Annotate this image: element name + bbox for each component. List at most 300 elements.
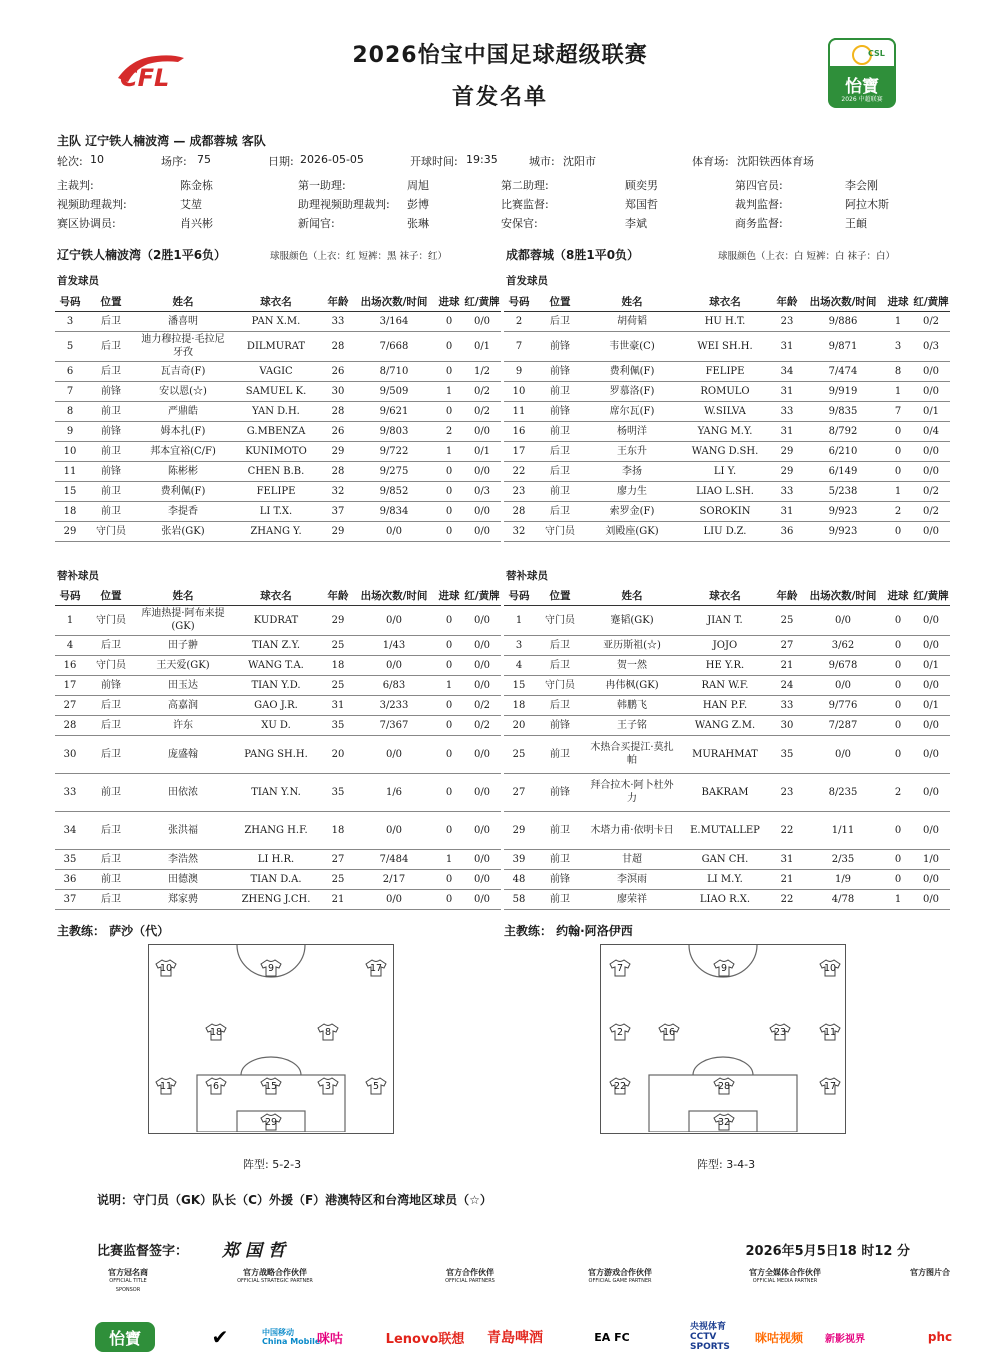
official-name: 周旭 [407, 179, 429, 192]
table-cell: 18 [504, 695, 534, 715]
table-cell: 0/0 [912, 635, 950, 655]
table-cell: 廖力生 [586, 481, 678, 501]
table-cell: 25 [323, 675, 353, 695]
table-cell: 0 [884, 735, 912, 773]
table-cell: 0 [435, 461, 463, 481]
table-cell: 8/235 [802, 773, 884, 811]
column-header: 位置 [85, 293, 137, 311]
table-cell: 9 [504, 361, 534, 381]
table-cell: 0 [435, 869, 463, 889]
player-shirt: 2 [609, 1023, 631, 1041]
table-cell: 前卫 [85, 501, 137, 521]
table-cell: 30 [55, 735, 85, 773]
table-row [55, 675, 501, 695]
column-header: 号码 [55, 587, 85, 605]
table-cell: 后卫 [85, 849, 137, 869]
away-starters-table [504, 293, 950, 542]
player-shirt: 3 [317, 1077, 339, 1095]
table-cell: 许东 [137, 715, 229, 735]
table-cell: 后卫 [85, 889, 137, 909]
table-cell: 9/275 [353, 461, 435, 481]
table-cell: 16 [55, 655, 85, 675]
table-cell: 王天爱(GK) [137, 655, 229, 675]
table-cell: 0/0 [463, 311, 501, 331]
table-cell: 3 [504, 635, 534, 655]
table-cell: 5 [55, 331, 85, 361]
player-shirt: 28 [713, 1077, 735, 1095]
table-cell: 郑家骋 [137, 889, 229, 909]
table-cell: 韩鹏飞 [586, 695, 678, 715]
table-cell: 前锋 [85, 675, 137, 695]
table-row [55, 773, 501, 811]
table-cell: 前锋 [85, 421, 137, 441]
column-header: 位置 [534, 587, 586, 605]
table-cell: LI Y. [678, 461, 772, 481]
table-cell: 前卫 [85, 773, 137, 811]
table-cell: 后卫 [534, 311, 586, 331]
table-cell: 后卫 [534, 441, 586, 461]
table-cell: 前卫 [534, 381, 586, 401]
sponsor-category: 官方图片合 [910, 1268, 950, 1277]
player-shirt: 11 [155, 1077, 177, 1095]
table-cell: 守门员 [534, 605, 586, 635]
table-cell: 15 [504, 675, 534, 695]
table-cell: 0/1 [912, 695, 950, 715]
table-cell: 李提香 [137, 501, 229, 521]
table-cell: 3/164 [353, 311, 435, 331]
table-cell: 前卫 [534, 421, 586, 441]
table-cell: 索罗金(F) [586, 501, 678, 521]
table-cell: 0/0 [802, 675, 884, 695]
table-cell: 0 [884, 605, 912, 635]
table-cell: 17 [504, 441, 534, 461]
table-cell: TIAN D.A. [229, 869, 323, 889]
table-cell: 0/0 [912, 461, 950, 481]
table-cell: 1 [884, 381, 912, 401]
table-cell: TIAN Z.Y. [229, 635, 323, 655]
table-cell: LIU D.Z. [678, 521, 772, 541]
table-row [504, 675, 950, 695]
column-header: 球衣名 [229, 293, 323, 311]
table-cell: ROMULO [678, 381, 772, 401]
table-cell: 前锋 [534, 869, 586, 889]
table-cell: 0 [884, 715, 912, 735]
table-cell: 前卫 [85, 401, 137, 421]
player-shirt: 5 [365, 1077, 387, 1095]
table-cell: 48 [504, 869, 534, 889]
table-cell: 0 [435, 361, 463, 381]
table-cell: 9/834 [353, 501, 435, 521]
table-cell: 0 [435, 695, 463, 715]
official-name: 王頔 [845, 217, 867, 230]
table-cell: 0 [435, 501, 463, 521]
table-cell: KUNIMOTO [229, 441, 323, 461]
table-row [55, 635, 501, 655]
home-starters-label: 首发球员 [57, 275, 99, 287]
table-cell: 1/0 [912, 849, 950, 869]
table-cell: 甘超 [586, 849, 678, 869]
official-name: 肖兴彬 [180, 217, 213, 230]
table-cell: 58 [504, 889, 534, 909]
table-cell: 王子铭 [586, 715, 678, 735]
column-header: 年龄 [772, 587, 802, 605]
table-cell: 后卫 [534, 655, 586, 675]
sponsor-logo: EA FC [594, 1330, 630, 1344]
table-cell: 0/1 [912, 401, 950, 421]
table-cell: 25 [772, 605, 802, 635]
table-row [55, 401, 501, 421]
table-row [504, 715, 950, 735]
table-cell: WANG T.A. [229, 655, 323, 675]
table-cell: 刘殿座(GK) [586, 521, 678, 541]
table-cell: 田玉达 [137, 675, 229, 695]
table-body [55, 311, 501, 541]
table-cell: 0/2 [912, 501, 950, 521]
table-cell: 11 [504, 401, 534, 421]
table-cell: 0 [884, 675, 912, 695]
table-cell: 前锋 [85, 381, 137, 401]
table-cell: 8/792 [802, 421, 884, 441]
table-cell: 0 [435, 773, 463, 811]
table-cell: 1 [884, 481, 912, 501]
table-cell: TIAN Y.N. [229, 773, 323, 811]
home-kit-colors: 球服颜色（上衣：红 短裤：黑 袜子：红） [270, 251, 448, 262]
sponsor-logo: 央视体育 CCTV SPORTS [690, 1322, 730, 1352]
table-cell: 0 [884, 811, 912, 849]
table-cell: 15 [55, 481, 85, 501]
table-cell: 后卫 [85, 811, 137, 849]
home-formation-pitch [148, 944, 394, 1134]
table-cell: 7/484 [353, 849, 435, 869]
table-cell: 22 [504, 461, 534, 481]
table-cell: ZHANG H.F. [229, 811, 323, 849]
table-cell: KUDRAT [229, 605, 323, 635]
table-cell: 张岩(GK) [137, 521, 229, 541]
table-cell: 18 [323, 655, 353, 675]
header-row [504, 293, 950, 311]
table-row [55, 695, 501, 715]
table-cell: 33 [323, 311, 353, 331]
table-row [55, 361, 501, 381]
sponsor-logo: 中国移动 China Mobile [262, 1328, 321, 1346]
home-starters-table [55, 293, 501, 542]
table-cell: 前卫 [534, 889, 586, 909]
table-row [504, 501, 950, 521]
table-cell: 33 [772, 481, 802, 501]
player-shirt: 9 [260, 959, 282, 977]
table-cell: 张洪福 [137, 811, 229, 849]
table-cell: 王东升 [586, 441, 678, 461]
table-cell: 0 [884, 421, 912, 441]
table-row [504, 421, 950, 441]
official-label: 视频助理裁判: [57, 198, 127, 211]
table-cell: 32 [504, 521, 534, 541]
table-cell: 31 [323, 695, 353, 715]
official-name: 李斌 [625, 217, 647, 230]
away-formation-pitch [600, 944, 846, 1134]
table-cell: 0 [435, 331, 463, 361]
table-cell: 27 [55, 695, 85, 715]
table-cell: 0 [884, 695, 912, 715]
table-row [504, 635, 950, 655]
table-cell: 0 [884, 461, 912, 481]
table-cell: 23 [504, 481, 534, 501]
table-cell: WANG Z.M. [678, 715, 772, 735]
table-cell: 0/0 [912, 521, 950, 541]
table-cell: 1 [884, 311, 912, 331]
official-name: 李会刚 [845, 179, 878, 192]
table-cell: MURAHMAT [678, 735, 772, 773]
table-cell: 0/0 [463, 889, 501, 909]
table-cell: FELIPE [678, 361, 772, 381]
table-cell: 后卫 [85, 715, 137, 735]
column-header: 进球 [435, 587, 463, 605]
table-cell: 3/233 [353, 695, 435, 715]
official-name: 阿拉木斯 [845, 198, 889, 211]
table-row [504, 401, 950, 421]
player-shirt: 8 [317, 1023, 339, 1041]
table-cell: 22 [772, 811, 802, 849]
table-cell: 1 [435, 441, 463, 461]
table-cell: 守门员 [85, 605, 137, 635]
table-cell: 后卫 [534, 635, 586, 655]
table-cell: ZHANG Y. [229, 521, 323, 541]
table-cell: 10 [504, 381, 534, 401]
official-name: 郑国哲 [625, 198, 658, 211]
official-label: 裁判监督: [735, 198, 783, 211]
table-cell: 0 [435, 521, 463, 541]
table-cell: 0/0 [463, 605, 501, 635]
table-cell: 37 [55, 889, 85, 909]
column-header: 位置 [534, 293, 586, 311]
column-header: 进球 [435, 293, 463, 311]
table-row [504, 869, 950, 889]
teams-line: 主队 辽宁铁人楠波湾 — 成都蓉城 客队 [57, 134, 266, 148]
table-cell: 0/0 [912, 773, 950, 811]
table-cell: 30 [323, 381, 353, 401]
table-cell: 35 [323, 715, 353, 735]
table-cell: BAKRAM [678, 773, 772, 811]
table-cell: 28 [55, 715, 85, 735]
table-cell: 后卫 [85, 331, 137, 361]
player-shirt: 9 [713, 959, 735, 977]
official-label: 安保官: [501, 217, 538, 230]
table-cell: 1/11 [802, 811, 884, 849]
table-cell: 蹇韬(GK) [586, 605, 678, 635]
sponsor-category: 官方全媒体合作伙伴 OFFICIAL MEDIA PARTNER [749, 1268, 821, 1284]
table-cell: 0 [435, 605, 463, 635]
table-cell: 0 [884, 441, 912, 461]
column-header: 出场次数/时间 [802, 587, 884, 605]
table-cell: 28 [323, 331, 353, 361]
table-cell: 27 [323, 849, 353, 869]
table-row [504, 655, 950, 675]
table-cell: 34 [55, 811, 85, 849]
table-cell: 26 [323, 361, 353, 381]
column-header: 出场次数/时间 [353, 587, 435, 605]
table-cell: 前卫 [85, 441, 137, 461]
table-cell: 23 [772, 311, 802, 331]
table-cell: 高嘉润 [137, 695, 229, 715]
table-cell: 李扬 [586, 461, 678, 481]
player-shirt: 6 [205, 1077, 227, 1095]
table-cell: 前锋 [534, 361, 586, 381]
table-cell: 前锋 [534, 773, 586, 811]
table-cell: 后卫 [534, 695, 586, 715]
table-cell: 36 [772, 521, 802, 541]
table-cell: 田依浓 [137, 773, 229, 811]
table-cell: 9/886 [802, 311, 884, 331]
table-body [55, 605, 501, 909]
table-cell: 0 [435, 635, 463, 655]
table-cell: 0/0 [463, 773, 501, 811]
table-cell: 0/2 [463, 381, 501, 401]
header-row [504, 587, 950, 605]
table-cell: 18 [55, 501, 85, 521]
table-row [504, 481, 950, 501]
header-row [55, 587, 501, 605]
table-cell: 0/0 [912, 381, 950, 401]
sponsor-logo: 咪咕 [316, 1331, 343, 1347]
column-header: 年龄 [323, 293, 353, 311]
table-cell: 0/0 [463, 461, 501, 481]
table-cell: YAN D.H. [229, 401, 323, 421]
table-cell: 田德澳 [137, 869, 229, 889]
table-cell: 9/509 [353, 381, 435, 401]
sponsor-logo: phc [927, 1330, 953, 1344]
table-cell: 0/0 [463, 869, 501, 889]
table-cell: 7 [55, 381, 85, 401]
home-subs-label: 替补球员 [57, 570, 99, 582]
table-cell: XU D. [229, 715, 323, 735]
table-cell: PANG SH.H. [229, 735, 323, 773]
table-cell: 31 [772, 381, 802, 401]
table-cell: 后卫 [85, 635, 137, 655]
table-cell: 9/923 [802, 521, 884, 541]
column-header: 姓名 [137, 293, 229, 311]
table-cell: 0 [435, 655, 463, 675]
player-shirt: 32 [713, 1113, 735, 1131]
table-cell: 5/238 [802, 481, 884, 501]
table-cell: 1 [435, 675, 463, 695]
table-cell: 9/923 [802, 501, 884, 521]
table-row [504, 849, 950, 869]
official-label: 第四官员: [735, 179, 783, 192]
table-cell: 7 [504, 331, 534, 361]
home-formation: 阵型: 5-2-3 [243, 1158, 302, 1171]
table-cell: 8 [55, 401, 85, 421]
column-header: 号码 [55, 293, 85, 311]
official-label: 新闻官: [298, 217, 335, 230]
table-cell: 7 [884, 401, 912, 421]
table-cell: 16 [504, 421, 534, 441]
table-cell: 0/0 [353, 605, 435, 635]
table-cell: 1/2 [463, 361, 501, 381]
table-cell: 39 [504, 849, 534, 869]
table-cell: 李浩然 [137, 849, 229, 869]
table-header [504, 587, 950, 605]
table-cell: 0/0 [912, 715, 950, 735]
table-cell: 前锋 [534, 401, 586, 421]
table-cell: 35 [772, 735, 802, 773]
signature: 郑国哲 [222, 1241, 291, 1261]
table-row [504, 461, 950, 481]
table-cell: 守门员 [85, 655, 137, 675]
table-cell: 李溟雨 [586, 869, 678, 889]
table-cell: 29 [323, 605, 353, 635]
table-cell: 35 [323, 773, 353, 811]
table-cell: JIAN T. [678, 605, 772, 635]
table-cell: 8 [884, 361, 912, 381]
table-cell: CHEN B.B. [229, 461, 323, 481]
official-label: 第二助理: [501, 179, 549, 192]
table-cell: HE Y.R. [678, 655, 772, 675]
table-cell: 0 [435, 715, 463, 735]
player-shirt: 23 [769, 1023, 791, 1041]
table-header [55, 587, 501, 605]
table-cell: 0/0 [353, 811, 435, 849]
table-cell: 37 [323, 501, 353, 521]
table-cell: 前卫 [534, 811, 586, 849]
table-cell: ZHENG J.CH. [229, 889, 323, 909]
table-cell: 21 [772, 869, 802, 889]
table-cell: 1/9 [802, 869, 884, 889]
table-cell: 28 [504, 501, 534, 521]
table-cell: 9/919 [802, 381, 884, 401]
table-cell: 30 [772, 715, 802, 735]
player-shirt: 10 [819, 959, 841, 977]
table-row [55, 421, 501, 441]
table-row [55, 441, 501, 461]
table-cell: 0/0 [802, 735, 884, 773]
table-cell: 9/871 [802, 331, 884, 361]
table-cell: 庞盛翰 [137, 735, 229, 773]
table-cell: 陈彬彬 [137, 461, 229, 481]
table-row [55, 331, 501, 361]
player-shirt: 7 [609, 959, 631, 977]
table-cell: 9 [55, 421, 85, 441]
table-cell: 姆本扎(F) [137, 421, 229, 441]
table-cell: 7/668 [353, 331, 435, 361]
table-cell: 0/0 [463, 811, 501, 849]
column-header: 姓名 [137, 587, 229, 605]
table-cell: WANG D.SH. [678, 441, 772, 461]
table-row [55, 715, 501, 735]
table-row [55, 735, 501, 773]
table-body [504, 311, 950, 541]
table-row [55, 461, 501, 481]
official-name: 张琳 [407, 217, 429, 230]
table-cell: 29 [504, 811, 534, 849]
table-row [504, 773, 950, 811]
table-cell: 0/0 [912, 735, 950, 773]
table-cell: 0 [435, 401, 463, 421]
column-header: 球衣名 [678, 587, 772, 605]
table-cell: 0/0 [463, 501, 501, 521]
table-cell: 6/149 [802, 461, 884, 481]
table-cell: 28 [323, 461, 353, 481]
table-cell: 安以恩(☆) [137, 381, 229, 401]
table-row [504, 811, 950, 849]
table-cell: 冉伟枫(GK) [586, 675, 678, 695]
table-cell: 32 [323, 481, 353, 501]
table-cell: 31 [772, 421, 802, 441]
table-cell: 10 [55, 441, 85, 461]
table-cell: 21 [772, 655, 802, 675]
table-cell: 3/62 [802, 635, 884, 655]
table-cell: 0 [435, 311, 463, 331]
table-cell: 17 [55, 675, 85, 695]
